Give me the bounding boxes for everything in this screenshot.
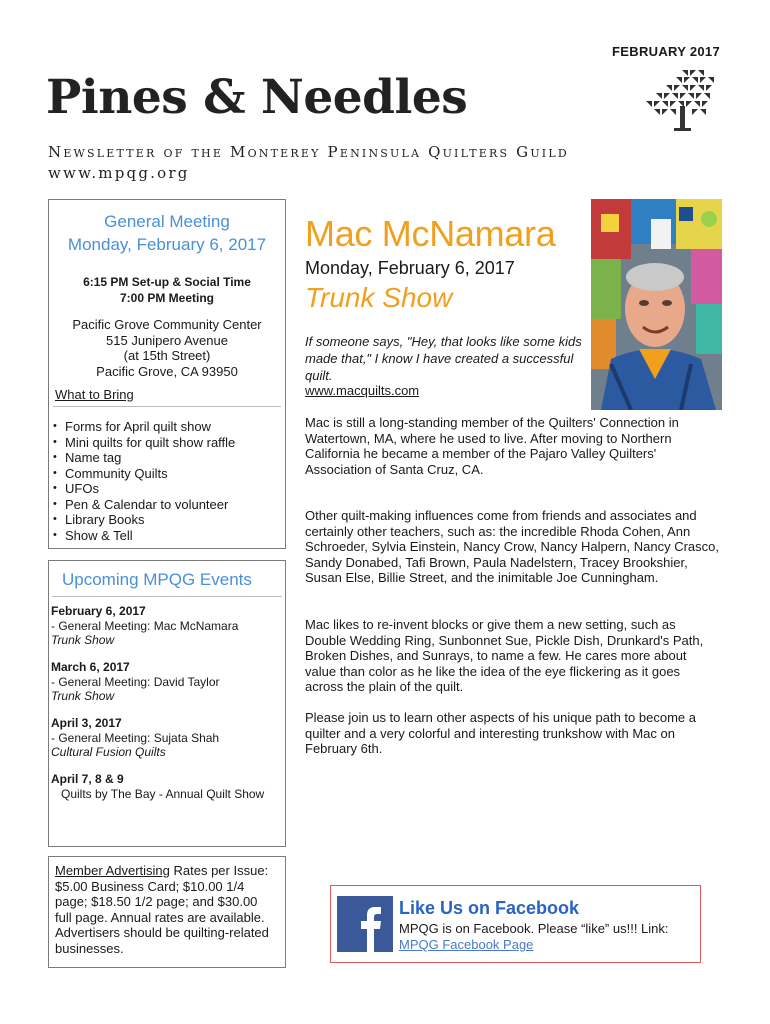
member-advertising-link[interactable]: Member Advertising <box>55 863 170 878</box>
general-meeting-box <box>48 199 286 549</box>
event-date: April 3, 2017 <box>51 716 122 730</box>
what-to-bring-list <box>53 419 235 543</box>
newsletter-subtitle: Newsletter of the Monterey Peninsula Quilters Guild <box>48 143 569 161</box>
speaker-topic: Trunk Show <box>305 282 453 313</box>
event-description: - General Meeting: Sujata Shah <box>51 731 220 745</box>
speaker-quote: If someone says, "Hey, that looks like some kids made that," I know I have created a successful quilt. <box>305 334 582 383</box>
event-topic: Trunk Show <box>51 633 115 647</box>
feature-paragraph: Mac likes to re-invent blocks or give them a new setting, such as Double Wedding Ring, Sunbonnet Sue, Pickle Dish, Drunkard's Path, Broken Dishes, and Sunrays, to name a few. He cares more about value than color as he like the idea of the eye flickering as it goes across the plain of the quilt. <box>305 617 704 695</box>
event-date: March 6, 2017 <box>51 660 130 674</box>
issue-date: FEBRUARY 2017 <box>612 44 720 59</box>
feature-paragraph: Please join us to learn other aspects of his unique path to become a quilter and a very colorful and interesting trunkshow with Mac on February 6th. <box>305 710 696 757</box>
meeting-time: 7:00 PM Meeting <box>119 291 215 305</box>
event-topic: Cultural Fusion Quilts <box>51 745 166 759</box>
list-item: • Community Quilts <box>53 466 235 482</box>
address-line: 515 Junipero Avenue <box>106 333 228 348</box>
newsletter-title: Pines & Needles <box>46 70 468 125</box>
pine-tree-quilt-logo-icon <box>636 68 720 134</box>
meeting-heading: General Meeting <box>104 212 230 231</box>
event-date: April 7, 8 & 9 <box>51 772 124 786</box>
meeting-date: Monday, February 6, 2017 <box>67 235 267 254</box>
speaker-name: Mac McNamara <box>305 213 556 254</box>
event-topic: Trunk Show <box>51 689 115 703</box>
facebook-heading: Like Us on Facebook <box>399 898 580 918</box>
event-description: - General Meeting: David Taylor <box>51 675 220 689</box>
event-date: February 6, 2017 <box>51 604 146 618</box>
guild-website[interactable]: www.mpqg.org <box>48 164 190 182</box>
list-item: • Library Books <box>53 512 235 528</box>
list-item: • Show & Tell <box>53 528 235 544</box>
event-description: - General Meeting: Mac McNamara <box>51 619 239 633</box>
facebook-icon[interactable] <box>337 896 393 952</box>
feature-paragraph: Other quilt-making influences come from friends and associates and certainly other teachers, such as: the incredible Rhoda Cohen, Ann Schroeder, Sylvia Einstein, Nancy Crow, Nancy Halpern, Nancy Crasco, Sandy Donabed, Tafi Brown, Paula Nadelstern, Tracey Brookshier, Susan Else, Billie Street, and the inimitable Joe Cunningham. <box>305 508 720 586</box>
upcoming-events-heading: Upcoming MPQG Events <box>62 570 252 589</box>
advertising-box <box>48 856 286 968</box>
advertising-text <box>55 863 277 956</box>
facebook-text: MPQG is on Facebook. Please “like” us!!! Link: <box>399 921 669 936</box>
list-item: • UFOs <box>53 481 235 497</box>
divider <box>52 596 282 597</box>
what-to-bring-heading: What to Bring <box>55 387 134 402</box>
speaker-photo <box>591 199 722 410</box>
speaker-website-link[interactable]: www.macquilts.com <box>305 383 420 398</box>
list-item: • Pen & Calendar to volunteer <box>53 497 235 513</box>
list-item: • Forms for April quilt show <box>53 419 235 435</box>
event-description: Quilts by The Bay - Annual Quilt Show <box>61 787 265 801</box>
facebook-box <box>330 885 701 963</box>
address-line: Pacific Grove Community Center <box>72 317 262 332</box>
speaker-date: Monday, February 6, 2017 <box>305 258 515 278</box>
upcoming-events-box <box>48 560 286 847</box>
address-line: (at 15th Street) <box>123 348 211 363</box>
setup-time: 6:15 PM Set-up & Social Time <box>83 275 251 289</box>
advertising-rates: Rates per Issue: $5.00 Business Card; $10.00 1/4 page; $18.50 1/2 page; and $30.00 full page. Annual rates are available. Advertisers should be quilting-related businesses. <box>55 863 269 956</box>
address-line: Pacific Grove, CA 93950 <box>96 364 238 379</box>
feature-paragraph: Mac is still a long-standing member of the Quilters' Connection in Watertown, MA, where he used to live. After moving to Northern California he became a member of the Pajaro Valley Quilters' Association of Santa Cruz, CA. <box>305 415 679 477</box>
facebook-page-link[interactable]: MPQG Facebook Page <box>399 937 534 952</box>
list-item: • Name tag <box>53 450 235 466</box>
list-item: • Mini quilts for quilt show raffle <box>53 435 235 451</box>
divider <box>53 406 281 407</box>
